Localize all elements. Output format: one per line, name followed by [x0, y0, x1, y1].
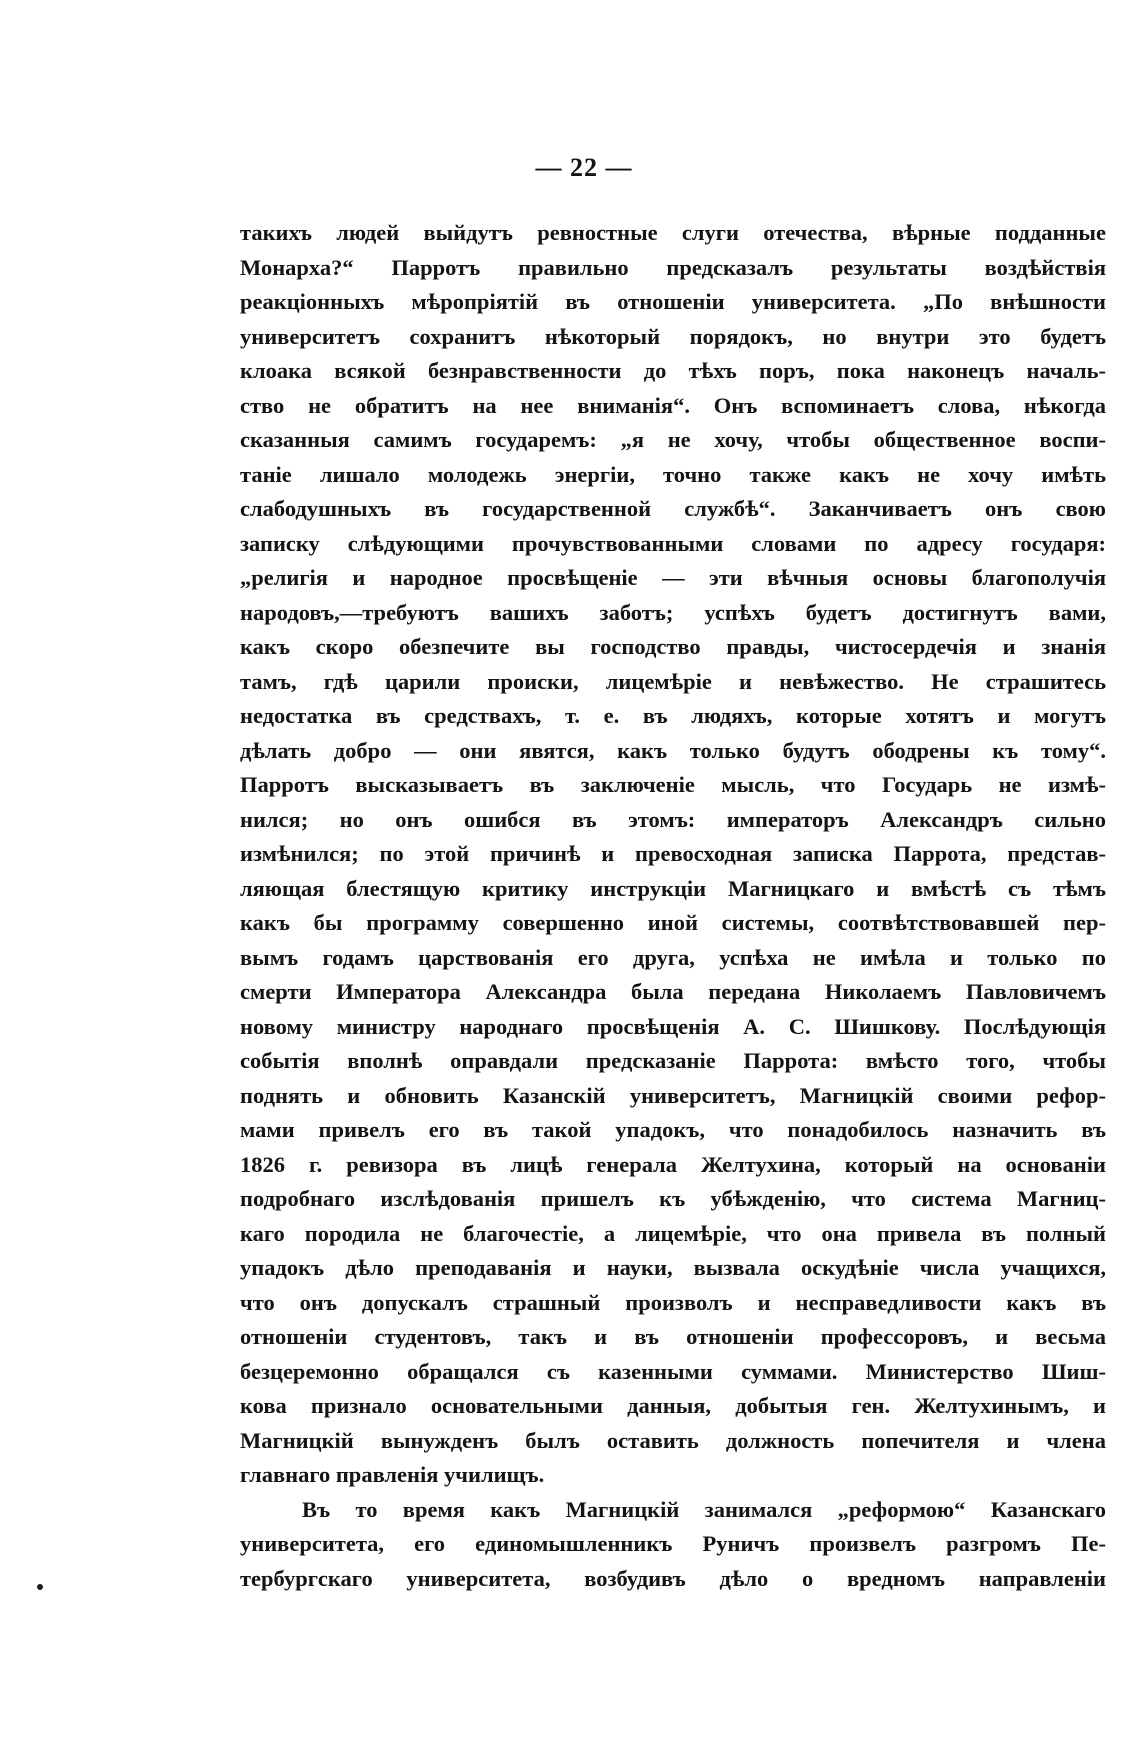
text-line: университетъ сохранитъ нѣкоторый порядокъ, но внутри это будетъ: [240, 323, 1106, 349]
text-line: какъ скоро обезпечите вы господство правды, чистосердечія и знанія: [240, 634, 1106, 659]
text-line: отношеніи студентовъ, такъ и въ отношеніи профессоровъ, и весьма: [240, 1324, 1106, 1349]
text-line: недостатка въ средствахъ, т. е. въ людяхъ, которые хотятъ и могутъ: [240, 703, 1106, 728]
text-line: кова признало основательными данныя, добытыя ген. Желтухинымъ, и: [240, 1393, 1106, 1418]
page-number: — 22 —: [535, 153, 633, 182]
text-line: Монарха?“ Парротъ правильно предсказалъ результаты воздѣйствія: [240, 254, 1106, 280]
text-line: измѣнился; по этой причинѣ и превосходная записка Паррота, представ-: [240, 841, 1106, 866]
text-line: таніе лишало молодежь энергіи, точно также какъ не хочу имѣть: [240, 461, 1106, 487]
text-line: главнаго правленія училищъ.: [240, 1462, 545, 1487]
text-line: событія вполнѣ оправдали предсказаніе Паррота: вмѣсто того, чтобы: [240, 1048, 1106, 1073]
text-line: нился; но онъ ошибся въ этомъ: императоръ Александръ сильно: [240, 806, 1106, 832]
text-line: 1826 г. ревизора въ лицѣ генерала Желтухина, который на основаніи: [240, 1151, 1106, 1177]
text-line: Въ то время какъ Магницкій занимался „реформою“ Казанскаго: [302, 1496, 1106, 1522]
text-line: ляющая блестящую критику инструкціи Магницкаго и вмѣстѣ съ тѣмъ: [240, 875, 1106, 901]
text-line: народовъ,—требуютъ вашихъ заботъ; успѣхъ будетъ достигнутъ вами,: [240, 599, 1106, 625]
text-line: университета, его единомышленникъ Руничъ произвелъ разгромъ Пе-: [240, 1531, 1106, 1556]
text-line: мами привелъ его въ такой упадокъ, что понадобилось назначить въ: [240, 1117, 1106, 1142]
text-line: записку слѣдующими прочувствованными словами по адресу государя:: [240, 530, 1106, 556]
text-line: подробнаго изслѣдованія пришелъ къ убѣжденію, что система Магниц-: [240, 1186, 1106, 1211]
text-line: слабодушныхъ въ государственной службѣ“. Заканчиваетъ онъ свою: [240, 496, 1106, 521]
text-line: тамъ, гдѣ царили происки, лицемѣріе и невѣжество. Не страшитесь: [240, 668, 1106, 694]
text-line: ство не обратитъ на нее вниманія“. Онъ вспоминаетъ слова, нѣкогда: [240, 392, 1106, 418]
body-text: [240, 216, 1106, 1596]
text-line: каго породила не благочестіе, а лицемѣріе, что она привела въ полный: [240, 1220, 1106, 1246]
text-line: вымъ годамъ царствованія его друга, успѣха не имѣла и только по: [240, 944, 1106, 970]
text-line: какъ бы программу совершенно иной системы, соотвѣтствовавшей пер-: [240, 910, 1106, 935]
text-line: упадокъ дѣло преподаванія и науки, вызвала оскудѣніе числа учащихся,: [240, 1255, 1106, 1280]
ink-dot-mark: [37, 1584, 43, 1590]
text-line: смерти Императора Александра была передана Николаемъ Павловичемъ: [240, 979, 1106, 1004]
text-line: клоака всякой безнравственности до тѣхъ поръ, пока наконецъ началь-: [240, 358, 1106, 383]
text-line: реакціонныхъ мѣропріятій въ отношеніи университета. „По внѣшности: [240, 289, 1106, 314]
text-line: „религія и народное просвѣщеніе — эти вѣчныя основы благополучія: [240, 565, 1106, 590]
text-line: тербургскаго университета, возбудивъ дѣло о вредномъ направленіи: [240, 1565, 1106, 1591]
text-line: Парротъ высказываетъ въ заключеніе мысль, что Государь не измѣ-: [240, 772, 1106, 797]
text-line: сказанныя самимъ государемъ: „я не хочу, чтобы общественное воспи-: [240, 427, 1106, 452]
text-line: что онъ допускалъ страшный произволъ и несправедливости какъ въ: [240, 1289, 1106, 1315]
text-line: безцеремонно обращался съ казенными суммами. Министерство Шиш-: [240, 1358, 1106, 1384]
text-line: поднять и обновить Казанскій университетъ, Магницкій своими рефор-: [240, 1082, 1106, 1108]
text-line: дѣлать добро — они явятся, какъ только будутъ ободрены къ тому“.: [240, 737, 1106, 763]
text-line: такихъ людей выйдутъ ревностные слуги отечества, вѣрные подданные: [240, 220, 1106, 245]
text-line: новому министру народнаго просвѣщенія А. С. Шишкову. Послѣдующія: [240, 1013, 1106, 1039]
text-line: Магницкій вынужденъ былъ оставить должность попечителя и члена: [240, 1427, 1106, 1453]
